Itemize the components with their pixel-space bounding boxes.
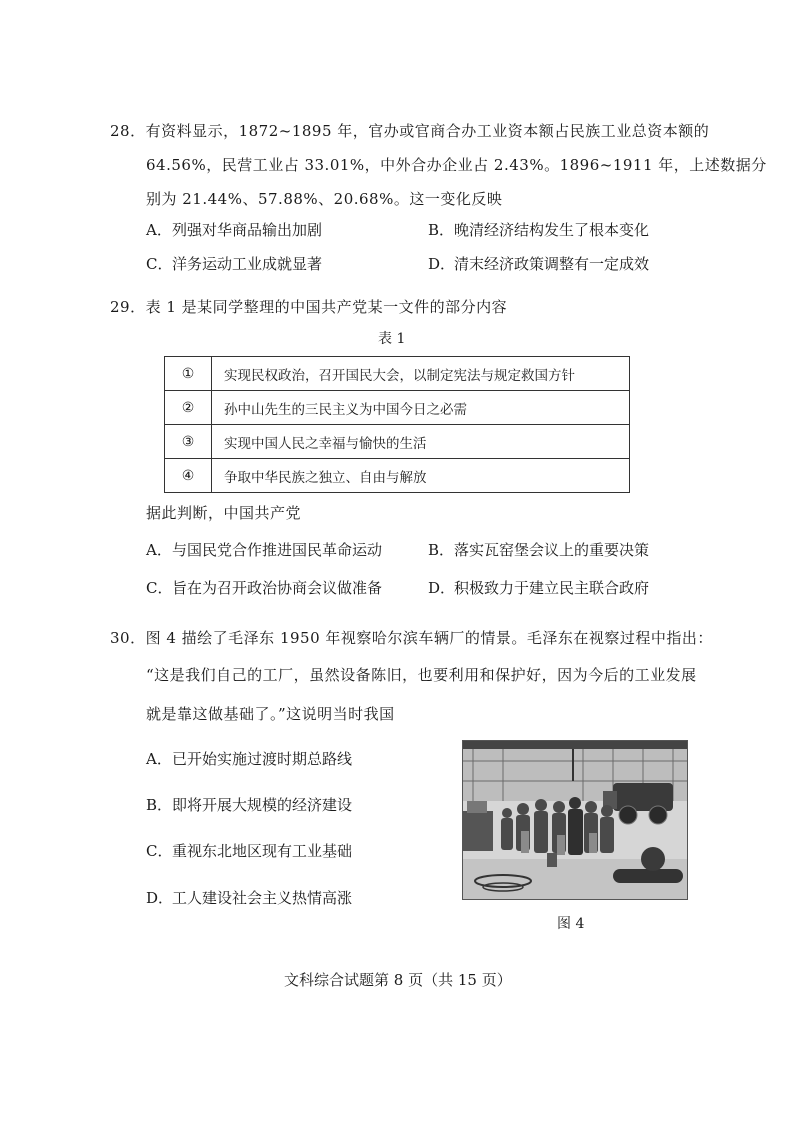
q30-option-c: C．重视东北地区现有工业基础 <box>146 842 353 860</box>
q29-option-b: B．落实瓦窑堡会议上的重要决策 <box>428 541 650 559</box>
page-footer: 文科综合试题第 8 页（共 15 页） <box>284 971 512 989</box>
table-cell-text: 实现中国人民之幸福与愉快的生活 <box>212 425 630 459</box>
q30-option-d: D．工人建设社会主义热情高涨 <box>146 889 353 907</box>
q29-number: 29． <box>110 298 146 316</box>
q30-line1 <box>110 627 713 648</box>
table-cell-text: 争取中华民族之独立、自由与解放 <box>212 459 630 493</box>
factory-scene-image <box>463 741 687 899</box>
q29-line1 <box>110 296 507 317</box>
q29-option-c: C．旨在为召开政治协商会议做准备 <box>146 579 383 597</box>
q30-option-b: B．即将开展大规模的经济建设 <box>146 796 353 814</box>
q28-line2: 64.56%，民营工业占 33.01%，中外合办企业占 2.43%。1896~1911 年，上述数据分 <box>146 156 767 174</box>
q30-text-1: 图 4 描绘了毛泽东 1950 年视察哈尔滨车辆厂的情景。毛泽东在视察过程中指出： <box>145 629 713 647</box>
q28-option-b: B．晚清经济结构发生了根本变化 <box>428 221 650 239</box>
q28-option-a: A．列强对华商品输出加剧 <box>146 221 323 239</box>
q29-option-d: D．积极致力于建立民主联合政府 <box>428 579 650 597</box>
table-row <box>165 425 630 459</box>
q29-option-a: A．与国民党合作推进国民革命运动 <box>146 541 383 559</box>
q28-text-1: 有资料显示，1872~1895 年，官办或官商合办工业资本额占民族工业总资本额的 <box>145 122 710 140</box>
q28-option-c: C．洋务运动工业成就显著 <box>146 255 323 273</box>
figure-4-caption: 图 4 <box>557 916 585 932</box>
table-cell-num: ④ <box>165 459 212 493</box>
table-cell-num: ③ <box>165 425 212 459</box>
table-row <box>165 357 630 391</box>
table-cell-text: 孙中山先生的三民主义为中国今日之必需 <box>212 391 630 425</box>
q30-line3: 就是靠这做基础了。”这说明当时我国 <box>146 705 395 723</box>
q29-stem: 据此判断，中国共产党 <box>146 504 302 522</box>
q28-line1 <box>110 120 709 141</box>
table-cell-num: ② <box>165 391 212 425</box>
q28-line3: 别为 21.44%、57.88%、20.68%。这一变化反映 <box>146 190 503 208</box>
q30-option-a: A．已开始实施过渡时期总路线 <box>146 750 353 768</box>
q30-number: 30． <box>110 629 146 647</box>
table-row <box>165 459 630 493</box>
table-caption: 表 1 <box>378 331 406 347</box>
figure-4-illustration <box>462 740 688 900</box>
q28-number: 28． <box>110 122 146 140</box>
table-cell-text: 实现民权政治，召开国民大会，以制定宪法与规定救国方针 <box>212 357 630 391</box>
table-cell-num: ① <box>165 357 212 391</box>
table-row <box>165 391 630 425</box>
q30-line2: “这是我们自己的工厂，虽然设备陈旧，也要利用和保护好，因为今后的工业发展 <box>146 666 697 684</box>
q28-option-d: D．清末经济政策调整有一定成效 <box>428 255 650 273</box>
q29-text-1: 表 1 是某同学整理的中国共产党某一文件的部分内容 <box>145 298 508 316</box>
table-1 <box>164 356 630 493</box>
